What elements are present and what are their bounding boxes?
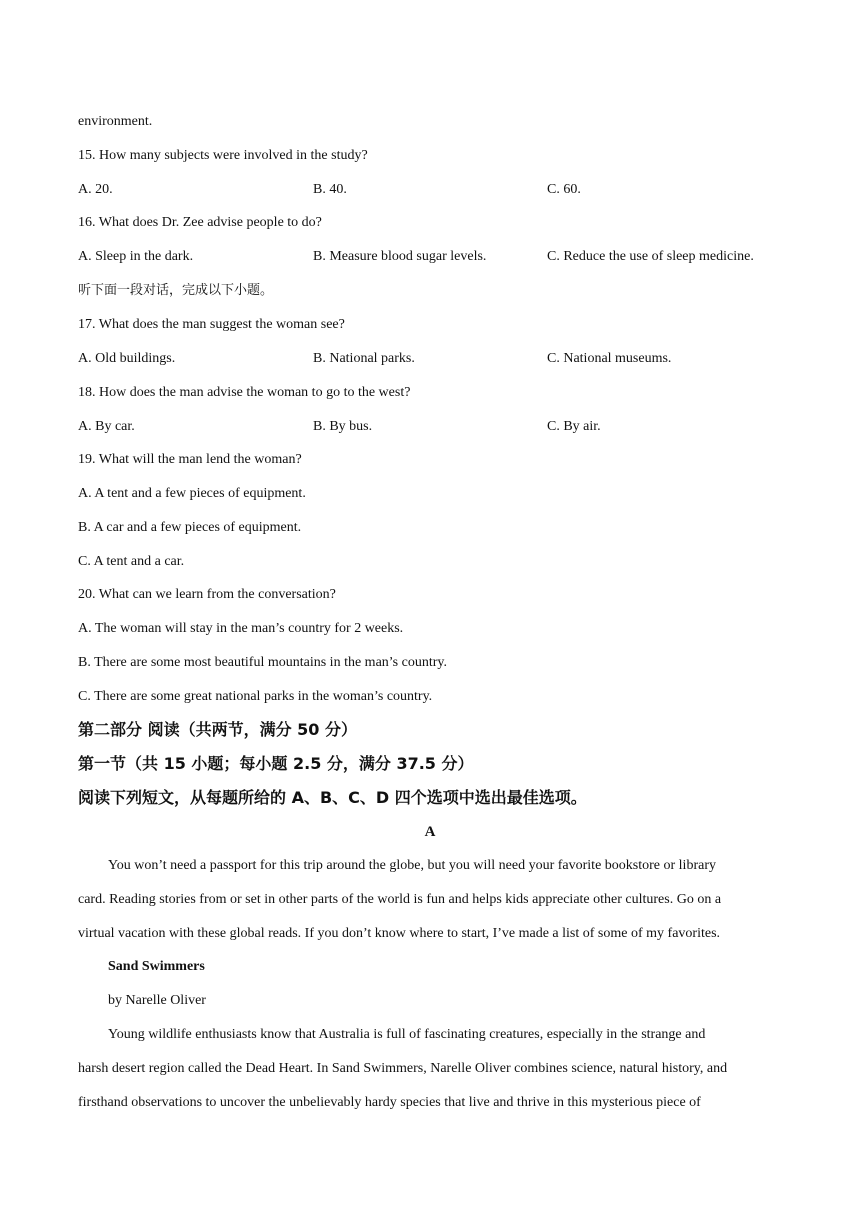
q15-option-c: C. 60.	[547, 182, 581, 197]
paragraph-line: harsh desert region called the Dead Heart. In Sand Swimmers, Narelle Oliver combines science, natural history, and	[78, 1061, 728, 1076]
part-heading: 第二部分 阅读（共两节，满分 50 分）	[78, 720, 357, 739]
text-line: environment.	[78, 114, 153, 129]
question-19: 19. What will the man lend the woman?	[78, 452, 302, 467]
q16-option-c: C. Reduce the use of sleep medicine.	[547, 249, 754, 264]
q18-option-b: B. By bus.	[313, 419, 373, 434]
q17-option-c: C. National museums.	[547, 351, 672, 366]
q20-option-a: A. The woman will stay in the man’s country for 2 weeks.	[78, 621, 404, 636]
question-16: 16. What does Dr. Zee advise people to do?	[78, 215, 322, 230]
paragraph-line: firsthand observations to uncover the unbelievably hardy species that live and thrive in this mysterious piece of	[78, 1095, 701, 1110]
q18-option-c: C. By air.	[547, 419, 601, 434]
section-heading: 第一节（共 15 小题；每小题 2.5 分，满分 37.5 分）	[78, 754, 474, 773]
paragraph-line: Young wildlife enthusiasts know that Australia is full of fascinating creatures, especially in the strange and	[108, 1027, 706, 1042]
q18-option-a: A. By car.	[78, 419, 135, 434]
q19-option-c: C. A tent and a car.	[78, 554, 185, 569]
paragraph-line: card. Reading stories from or set in other parts of the world is fun and helps kids appreciate other cultures. Go on a	[78, 892, 722, 907]
q17-option-a: A. Old buildings.	[78, 351, 176, 366]
paragraph-line: You won’t need a passport for this trip around the globe, but you will need your favorite bookstore or library	[108, 858, 716, 873]
question-15: 15. How many subjects were involved in the study?	[78, 148, 368, 163]
q15-option-a: A. 20.	[78, 182, 113, 197]
question-18: 18. How does the man advise the woman to go to the west?	[78, 385, 411, 400]
q19-option-b: B. A car and a few pieces of equipment.	[78, 520, 302, 535]
q17-option-b: B. National parks.	[313, 351, 415, 366]
q19-option-a: A. A tent and a few pieces of equipment.	[78, 486, 306, 501]
reading-instruction: 阅读下列短文，从每题所给的 A、B、C、D 四个选项中选出最佳选项。	[78, 788, 587, 807]
question-17: 17. What does the man suggest the woman see?	[78, 317, 345, 332]
q20-option-c: C. There are some great national parks in the woman’s country.	[78, 689, 433, 704]
book-title: Sand Swimmers	[108, 959, 205, 974]
passage-label: A	[424, 824, 436, 840]
paragraph-line: virtual vacation with these global reads. If you don’t know where to start, I’ve made a list of some of my favorites.	[78, 926, 721, 941]
dialogue-intro: 听下面一段对话，完成以下小题。	[78, 283, 274, 298]
book-author: by Narelle Oliver	[108, 993, 206, 1008]
question-20: 20. What can we learn from the conversation?	[78, 587, 336, 602]
q20-option-b: B. There are some most beautiful mountains in the man’s country.	[78, 655, 447, 670]
q16-option-a: A. Sleep in the dark.	[78, 249, 194, 264]
q15-option-b: B. 40.	[313, 182, 347, 197]
q16-option-b: B. Measure blood sugar levels.	[313, 249, 487, 264]
